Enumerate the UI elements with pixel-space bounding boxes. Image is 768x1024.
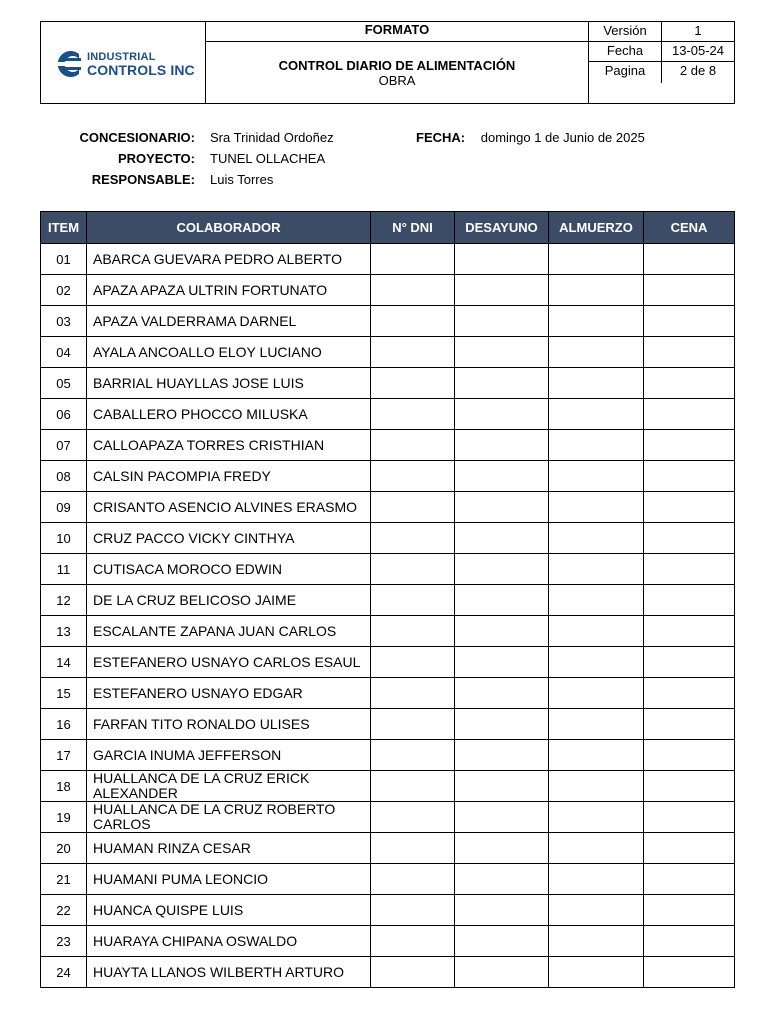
lunch-cell[interactable] <box>549 771 644 802</box>
meta-row-version <box>589 22 734 42</box>
meta-value: 13-05-24 <box>671 43 725 58</box>
dinner-cell[interactable] <box>644 926 735 957</box>
lunch-cell[interactable] <box>549 833 644 864</box>
lunch-cell[interactable] <box>549 864 644 895</box>
dni-cell[interactable] <box>371 771 455 802</box>
collaborator-name-cell: ABARCA GUEVARA PEDRO ALBERTO <box>87 244 371 275</box>
info-label: RESPONSABLE: <box>91 172 195 187</box>
breakfast-cell[interactable] <box>455 833 549 864</box>
dinner-cell[interactable] <box>644 864 735 895</box>
logo-mark-icon <box>53 49 83 79</box>
table-row <box>41 492 735 523</box>
item-number-cell: 01 <box>41 244 87 275</box>
table-row <box>41 399 735 430</box>
lunch-cell[interactable] <box>549 926 644 957</box>
lunch-cell[interactable] <box>549 678 644 709</box>
table-row <box>41 430 735 461</box>
lunch-cell[interactable] <box>549 523 644 554</box>
table-row <box>41 337 735 368</box>
item-number-cell: 14 <box>41 647 87 678</box>
table-row <box>41 368 735 399</box>
dinner-cell[interactable] <box>644 647 735 678</box>
collaborator-name-cell: AYALA ANCOALLO ELOY LUCIANO <box>87 337 371 368</box>
dni-cell[interactable] <box>371 275 455 306</box>
table-row <box>41 523 735 554</box>
item-number-cell: 19 <box>41 802 87 833</box>
collaborator-name-cell: ESCALANTE ZAPANA JUAN CARLOS <box>87 616 371 647</box>
meta-value: 2 de 8 <box>679 63 717 78</box>
breakfast-cell[interactable] <box>455 306 549 337</box>
header-title-cell <box>206 22 589 103</box>
dni-cell[interactable] <box>371 306 455 337</box>
item-number-cell: 24 <box>41 957 87 988</box>
dni-cell[interactable] <box>371 337 455 368</box>
lunch-cell[interactable] <box>549 492 644 523</box>
dinner-cell[interactable] <box>644 833 735 864</box>
dinner-cell[interactable] <box>644 554 735 585</box>
dinner-cell[interactable] <box>644 523 735 554</box>
dinner-cell[interactable] <box>644 957 735 988</box>
table-row <box>41 740 735 771</box>
collaborator-name-cell: BARRIAL HUAYLLAS JOSE LUIS <box>87 368 371 399</box>
meta-key: Fecha <box>589 42 662 61</box>
breakfast-cell[interactable] <box>455 709 549 740</box>
item-number-cell: 22 <box>41 895 87 926</box>
dni-cell[interactable] <box>371 957 455 988</box>
collaborator-name-cell: CALLOAPAZA TORRES CRISTHIAN <box>87 430 371 461</box>
dni-cell[interactable] <box>371 461 455 492</box>
item-number-cell: 09 <box>41 492 87 523</box>
lunch-cell[interactable] <box>549 337 644 368</box>
lunch-cell[interactable] <box>549 647 644 678</box>
dni-cell[interactable] <box>371 585 455 616</box>
collaborator-name-cell: DE LA CRUZ BELICOSO JAIME <box>87 585 371 616</box>
dinner-cell[interactable] <box>644 430 735 461</box>
table-row <box>41 833 735 864</box>
table-row <box>41 306 735 337</box>
collaborator-name-cell: HUAMANI PUMA LEONCIO <box>87 864 371 895</box>
dinner-cell[interactable] <box>644 709 735 740</box>
dni-cell[interactable] <box>371 926 455 957</box>
collaborator-name-cell: CUTISACA MOROCO EDWIN <box>87 554 371 585</box>
table-row <box>41 616 735 647</box>
info-value: Luis Torres <box>210 172 274 187</box>
logo-text-line1: INDUSTRIAL <box>87 51 156 63</box>
lunch-cell[interactable] <box>549 740 644 771</box>
info-label: PROYECTO: <box>117 151 195 166</box>
item-number-cell: 13 <box>41 616 87 647</box>
meta-row-page <box>589 62 734 83</box>
table-row <box>41 895 735 926</box>
breakfast-cell[interactable] <box>455 430 549 461</box>
dni-cell[interactable] <box>371 430 455 461</box>
breakfast-cell[interactable] <box>455 647 549 678</box>
table-row <box>41 244 735 275</box>
item-number-cell: 16 <box>41 709 87 740</box>
collaborator-name-cell: CRISANTO ASENCIO ALVINES ERASMO <box>87 492 371 523</box>
collaborator-name-cell: HUANCA QUISPE LUIS <box>87 895 371 926</box>
dni-cell[interactable] <box>371 492 455 523</box>
dinner-cell[interactable] <box>644 275 735 306</box>
breakfast-cell[interactable] <box>455 926 549 957</box>
collaborator-name-cell: HUAMAN RINZA CESAR <box>87 833 371 864</box>
logo-text-line2: CONTROLS INC <box>87 62 195 78</box>
column-header-cena: CENA <box>644 212 735 244</box>
item-number-cell: 23 <box>41 926 87 957</box>
table-row <box>41 864 735 895</box>
table-header-row <box>41 212 735 244</box>
breakfast-cell[interactable] <box>455 895 549 926</box>
breakfast-cell[interactable] <box>455 554 549 585</box>
breakfast-cell[interactable] <box>455 616 549 647</box>
info-value: domingo 1 de Junio de 2025 <box>480 130 645 145</box>
dinner-cell[interactable] <box>644 740 735 771</box>
breakfast-cell[interactable] <box>455 864 549 895</box>
column-header-desayuno: DESAYUNO <box>455 212 549 244</box>
logo-cell <box>41 22 206 103</box>
dni-cell[interactable] <box>371 647 455 678</box>
company-logo <box>53 49 195 79</box>
collaborator-name-cell: APAZA APAZA ULTRIN FORTUNATO <box>87 275 371 306</box>
collaborator-name-cell: CRUZ PACCO VICKY CINTHYA <box>87 523 371 554</box>
dinner-cell[interactable] <box>644 399 735 430</box>
breakfast-cell[interactable] <box>455 585 549 616</box>
table-row <box>41 275 735 306</box>
lunch-cell[interactable] <box>549 616 644 647</box>
collaborator-name-cell: APAZA VALDERRAMA DARNEL <box>87 306 371 337</box>
breakfast-cell[interactable] <box>455 244 549 275</box>
dni-cell[interactable] <box>371 523 455 554</box>
dinner-cell[interactable] <box>644 678 735 709</box>
item-number-cell: 12 <box>41 585 87 616</box>
breakfast-cell[interactable] <box>455 802 549 833</box>
collaborator-name-cell: CALSIN PACOMPIA FREDY <box>87 461 371 492</box>
dni-cell[interactable] <box>371 244 455 275</box>
breakfast-cell[interactable] <box>455 461 549 492</box>
info-value: Sra Trinidad Ordoñez <box>210 130 334 145</box>
lunch-cell[interactable] <box>549 802 644 833</box>
dinner-cell[interactable] <box>644 895 735 926</box>
collaborator-name-cell: CABALLERO PHOCCO MILUSKA <box>87 399 371 430</box>
dni-cell[interactable] <box>371 802 455 833</box>
table-row <box>41 709 735 740</box>
item-number-cell: 03 <box>41 306 87 337</box>
table-row <box>41 678 735 709</box>
breakfast-cell[interactable] <box>455 523 549 554</box>
item-number-cell: 04 <box>41 337 87 368</box>
dinner-cell[interactable] <box>644 306 735 337</box>
document-title: CONTROL DIARIO DE ALIMENTACIÓN <box>278 58 516 73</box>
dni-cell[interactable] <box>371 833 455 864</box>
item-number-cell: 21 <box>41 864 87 895</box>
lunch-cell[interactable] <box>549 461 644 492</box>
collaborator-name-cell: HUALLANCA DE LA CRUZ ERICK ALEXANDER <box>87 771 371 802</box>
collaborator-name-cell: HUALLANCA DE LA CRUZ ROBERTO CARLOS <box>87 802 371 833</box>
breakfast-cell[interactable] <box>455 368 549 399</box>
item-number-cell: 06 <box>41 399 87 430</box>
dni-cell[interactable] <box>371 895 455 926</box>
collaborator-name-cell: HUAYTA LLANOS WILBERTH ARTURO <box>87 957 371 988</box>
dinner-cell[interactable] <box>644 492 735 523</box>
meta-row-date <box>589 42 734 62</box>
lunch-cell[interactable] <box>549 399 644 430</box>
collaborator-name-cell: HUARAYA CHIPANA OSWALDO <box>87 926 371 957</box>
item-number-cell: 15 <box>41 678 87 709</box>
meta-value: 1 <box>694 23 702 38</box>
collaborator-name-cell: ESTEFANERO USNAYO EDGAR <box>87 678 371 709</box>
document-subtitle: OBRA <box>378 73 416 88</box>
collaborator-name-cell: GARCIA INUMA JEFFERSON <box>87 740 371 771</box>
breakfast-cell[interactable] <box>455 678 549 709</box>
breakfast-cell[interactable] <box>455 771 549 802</box>
meta-key: Versión <box>589 22 662 41</box>
breakfast-cell[interactable] <box>455 492 549 523</box>
column-header-almuerzo: ALMUERZO <box>549 212 644 244</box>
item-number-cell: 07 <box>41 430 87 461</box>
breakfast-cell[interactable] <box>455 275 549 306</box>
dinner-cell[interactable] <box>644 337 735 368</box>
item-number-cell: 10 <box>41 523 87 554</box>
table-row <box>41 926 735 957</box>
breakfast-cell[interactable] <box>455 337 549 368</box>
dni-cell[interactable] <box>371 368 455 399</box>
info-label: CONCESIONARIO: <box>79 130 195 145</box>
info-fecha <box>416 130 645 145</box>
dni-cell[interactable] <box>371 678 455 709</box>
lunch-cell[interactable] <box>549 244 644 275</box>
breakfast-cell[interactable] <box>455 740 549 771</box>
table-row <box>41 957 735 988</box>
lunch-cell[interactable] <box>549 709 644 740</box>
item-number-cell: 18 <box>41 771 87 802</box>
lunch-cell[interactable] <box>549 368 644 399</box>
lunch-cell[interactable] <box>549 275 644 306</box>
info-value: TUNEL OLLACHEA <box>210 151 326 166</box>
dinner-cell[interactable] <box>644 616 735 647</box>
dinner-cell[interactable] <box>644 244 735 275</box>
table-row <box>41 802 735 833</box>
dinner-cell[interactable] <box>644 585 735 616</box>
breakfast-cell[interactable] <box>455 957 549 988</box>
lunch-cell[interactable] <box>549 957 644 988</box>
breakfast-cell[interactable] <box>455 399 549 430</box>
collaborator-name-cell: FARFAN TITO RONALDO ULISES <box>87 709 371 740</box>
dni-cell[interactable] <box>371 554 455 585</box>
dinner-cell[interactable] <box>644 461 735 492</box>
info-label: FECHA: <box>416 130 466 145</box>
table-row <box>41 461 735 492</box>
lunch-cell[interactable] <box>549 585 644 616</box>
column-header-colaborador: COLABORADOR <box>87 212 371 244</box>
column-header-item: ITEM <box>41 212 87 244</box>
format-label: FORMATO <box>206 22 588 42</box>
dni-cell[interactable] <box>371 709 455 740</box>
meta-key: Pagina <box>589 62 662 83</box>
item-number-cell: 11 <box>41 554 87 585</box>
dni-cell[interactable] <box>371 399 455 430</box>
meal-control-table <box>40 211 735 988</box>
lunch-cell[interactable] <box>549 895 644 926</box>
item-number-cell: 08 <box>41 461 87 492</box>
lunch-cell[interactable] <box>549 554 644 585</box>
dni-cell[interactable] <box>371 864 455 895</box>
dinner-cell[interactable] <box>644 802 735 833</box>
collaborator-name-cell: ESTEFANERO USNAYO CARLOS ESAUL <box>87 647 371 678</box>
dni-cell[interactable] <box>371 740 455 771</box>
dinner-cell[interactable] <box>644 368 735 399</box>
table-row <box>41 585 735 616</box>
dni-cell[interactable] <box>371 616 455 647</box>
item-number-cell: 20 <box>41 833 87 864</box>
table-row <box>41 647 735 678</box>
document-meta <box>589 22 734 103</box>
column-header-dni: N° DNI <box>371 212 455 244</box>
lunch-cell[interactable] <box>549 306 644 337</box>
lunch-cell[interactable] <box>549 430 644 461</box>
table-row <box>41 554 735 585</box>
document-header <box>40 21 735 104</box>
dinner-cell[interactable] <box>644 771 735 802</box>
item-number-cell: 05 <box>41 368 87 399</box>
item-number-cell: 17 <box>41 740 87 771</box>
item-number-cell: 02 <box>41 275 87 306</box>
table-row <box>41 771 735 802</box>
